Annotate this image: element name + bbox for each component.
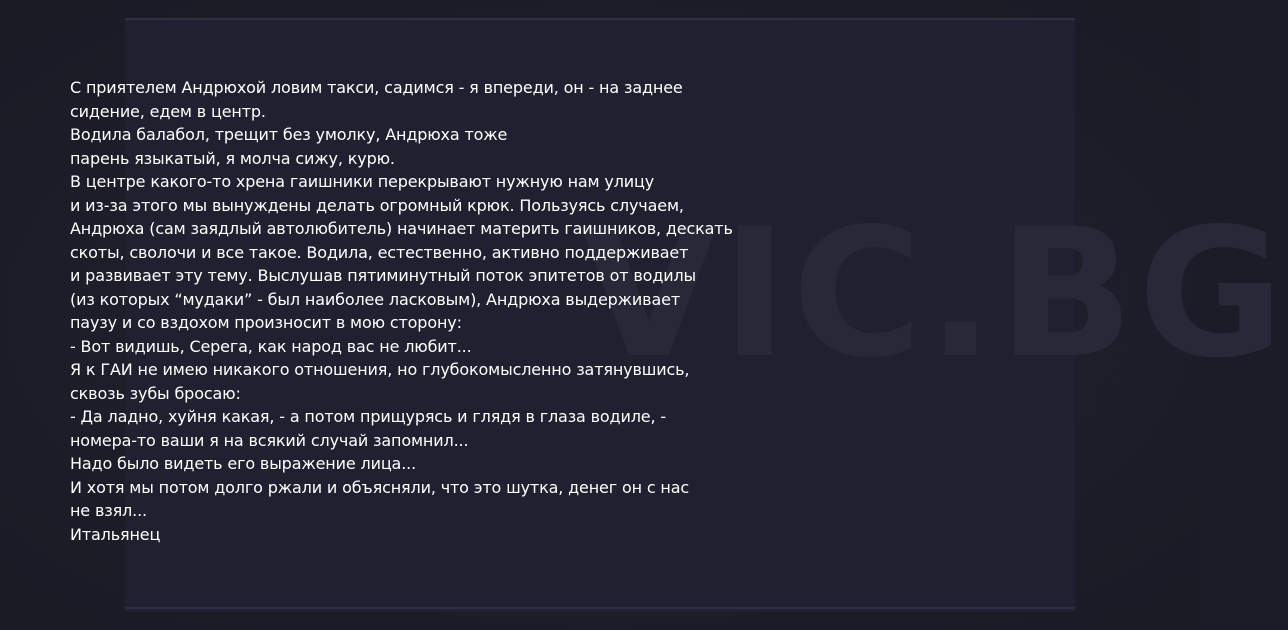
story-line: Надо было видеть его выражение лица... — [70, 454, 417, 473]
story-line: сквозь зубы бросаю: — [70, 383, 241, 403]
story-line: номера-то ваши я на всякий случай запомнил... — [70, 430, 469, 450]
story-line: Андрюха (сам заядлый автолюбитель) начинает материть гаишников, дескать — [70, 219, 733, 238]
story-line: Я к ГАИ не имею никакого отношения, но глубокомысленно затянувшись, — [70, 360, 690, 379]
story-text — [70, 76, 750, 546]
story-line: (из которых “мудаки” - был наиболее ласковым), Андрюха выдерживает — [70, 289, 680, 309]
story-author: Итальянец — [70, 524, 161, 544]
story-line: - Да ладно, хуйня какая, - а потом прищурясь и глядя в глаза водиле, - — [70, 407, 666, 426]
story-line: и из-за этого мы вынуждены делать огромный крюк. Пользуясь случаем, — [70, 195, 684, 215]
top-divider — [125, 18, 1075, 20]
bottom-divider — [125, 607, 1075, 609]
story-line: и развивает эту тему. Выслушав пятиминутный поток эпитетов от водилы — [70, 266, 697, 285]
brand-watermark: VIC.BG — [580, 190, 1288, 397]
story-line: парень языкатый, я молча сижу, курю. — [70, 148, 395, 168]
story-line: И хотя мы потом долго ржали и объясняли, что это шутка, денег он с нас — [70, 477, 690, 497]
story-line: сидение, едем в центр. — [70, 101, 266, 121]
story-line: С приятелем Андрюхой ловим такси, садимся - я впереди, он - на заднее — [70, 78, 683, 97]
story-line: - Вот видишь, Серега, как народ вас не любит... — [70, 336, 472, 356]
story-line: Водила балабол, трещит без умолку, Андрюха тоже — [70, 125, 508, 144]
story-line: не взял... — [70, 501, 147, 520]
story-line: В центре какого-то хрена гаишники перекрывают нужную нам улицу — [70, 172, 655, 191]
story-line: паузу и со вздохом произносит в мою сторону: — [70, 313, 462, 332]
story-line: скоты, сволочи и все такое. Водила, естественно, активно поддерживает — [70, 242, 689, 262]
